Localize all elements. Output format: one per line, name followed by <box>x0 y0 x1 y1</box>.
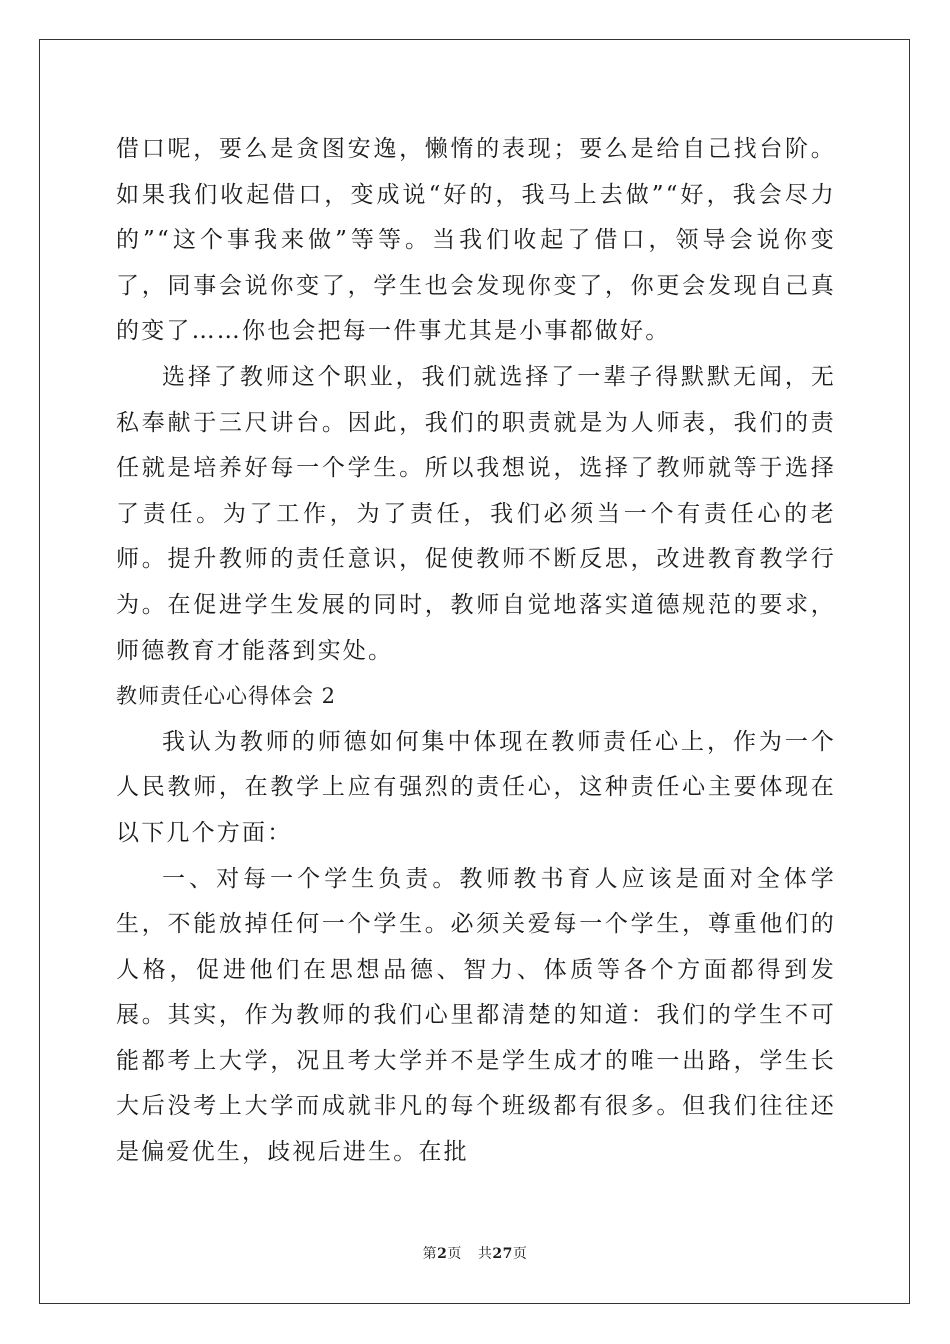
paragraph-2: 选择了教师这个职业，我们就选择了一辈子得默默无闻，无私奉献于三尺讲台。因此，我们的职责就是为人师表，我们的责任就是培养好每一个学生。所以我想说，选择了教师就等于选择了责任。为了工作，为了责任，我们必须当一个有责任心的老师。提升教师的责任意识，促使教师不断反思，改进教育教学行为。在促进学生发展的同时，教师自觉地落实道德规范的要求，师德教育才能落到实处。 <box>116 363 836 664</box>
current-page-number: 2 <box>437 1246 448 1262</box>
page-prefix: 第 <box>422 1246 438 1262</box>
page-suffix: 页 <box>447 1246 462 1262</box>
paragraph-3: 我认为教师的师德如何集中体现在教师责任心上，作为一个人民教师，在教学上应有强烈的责任心，这种责任心主要体现在以下几个方面： <box>116 728 836 846</box>
page-footer <box>0 1243 950 1263</box>
document-body <box>116 127 836 1176</box>
paragraph-4: 一、对每一个学生负责。教师教书育人应该是面对全体学生，不能放掉任何一个学生。必须关爱每一个学生，尊重他们的人格，促进他们在思想品德、智力、体质等各个方面都得到发展。其实，作为教师的我们心里都清楚的知道：我们的学生不可能都考上大学，况且考大学并不是学生成才的唯一出路，学生长大后没考上大学而成就非凡的每个班级都有很多。但我们往往还是偏爱优生，歧视后进生。在批 <box>116 865 836 1166</box>
total-suffix: 页 <box>512 1246 528 1262</box>
total-prefix: 共 <box>477 1246 493 1262</box>
total-page-number: 27 <box>492 1246 513 1262</box>
section-heading: 教师责任心心得体会 2 <box>116 684 337 709</box>
paragraph-1: 借口呢，要么是贪图安逸，懒惰的表现；要么是给自己找台阶。如果我们收起借口，变成说“好的，我马上去做”“好，我会尽力的”“这个事我来做”等等。当我们收起了借口，领导会说你变了，同事会说你变了，学生也会发现你变了，你更会发现自己真的变了……你也会把每一件事尤其是小事都做好。 <box>116 136 836 345</box>
